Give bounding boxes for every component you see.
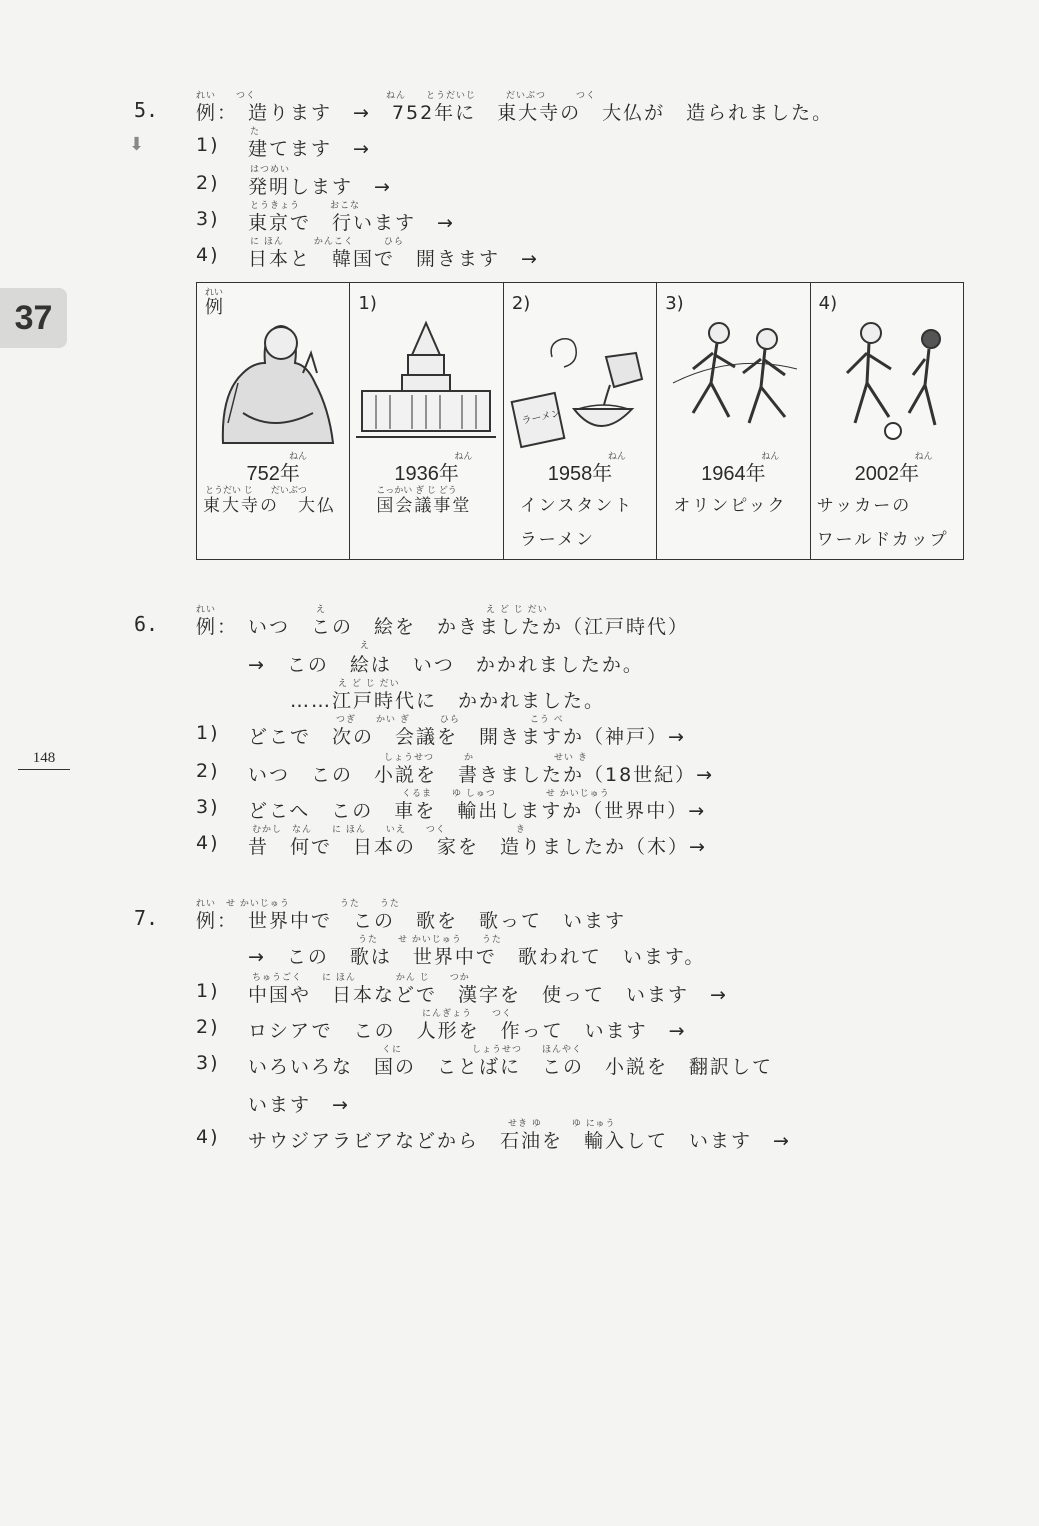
ruby-text: せき ゆ ゆ にゅう [508,1119,616,1129]
ruby-text: ねん [454,452,473,462]
cell-text: インスタント [519,496,634,516]
ruby-text: つぎ かい ぎ ひら こう べ [336,715,564,725]
cell-text: オリンピック [673,496,787,516]
runners-icon [663,313,803,453]
table-cell [811,283,963,559]
item-text: います → [248,1094,350,1116]
item-text: いろいろな 国の ことばに この 小説を 翻訳して [248,1056,774,1078]
item-number: 2) [196,760,220,782]
item-number: 2) [196,172,220,194]
item-number: 3) [196,796,220,818]
item-text: 建てます → [248,138,371,160]
item-text: ロシアで この 人形を 作って います → [248,1020,687,1042]
ruby-text: むかし なん に ほん いえ つく き [252,825,526,835]
ruby-text: た [250,127,261,137]
picture-table [196,282,964,560]
cell-text: ワールドカップ [816,530,949,550]
item-text: 発明します → [248,176,392,198]
cell-text: 東大寺の 大仏 [203,496,336,516]
example-label: 例： [196,910,239,932]
table-cell [350,283,503,559]
exercise-number: 5. [134,98,159,122]
exercise-number: 7. [134,906,159,930]
cell-year: 2002年 [854,463,920,485]
exercise-number: 6. [134,612,159,636]
item-text: 日本と 韓国で 開きます → [248,248,539,270]
great-buddha-icon [203,313,343,453]
ruby-text: ねん [761,452,780,462]
ruby-text: ねん [289,452,308,462]
ruby-text: くるま ゆ しゅつ せ かいじゅう [402,789,610,799]
example-answer: → この 歌は 世界中で 歌われて います。 [248,946,706,968]
cell-text: ラーメン [519,530,595,550]
ruby-text: しょうせつ か せい き [384,753,588,763]
svg-text:ラーメン: ラーメン [520,408,562,428]
item-number: 3) [196,208,220,230]
table-cell [504,283,657,559]
item-number: 4) [196,244,220,266]
ruby-text: に ほん かんこく ひら [250,237,404,247]
cell-year: 1964年 [701,463,766,485]
diet-building-icon [356,313,496,453]
example-sentence: 造ります → 752年に 東大寺の 大仏が 造られました。 [248,102,834,124]
item-number: 4) [196,832,220,854]
item-number: 3) [196,1052,220,1074]
item-text: いつ この 小説を 書きましたか（18世紀）→ [248,764,715,786]
cell-year: 1936年 [394,463,459,485]
ruby-text: れい [205,288,224,298]
cell-label: 4) [818,293,838,314]
ruby-text: ねん [607,452,626,462]
ruby-text: にんぎょう つく [422,1009,513,1019]
item-text: 中国や 日本などで 漢字を 使って います → [248,984,728,1006]
item-number: 4) [196,1126,220,1148]
item-text: 昔 何で 日本の 家を 造りましたか（木）→ [248,836,707,858]
ruby-text: こっかい ぎ じ どう [376,486,457,496]
cell-year: 752年 [246,463,300,485]
instant-ramen-icon [510,313,650,453]
ruby-text: れい え え ど じ だい [196,605,548,615]
ruby-text: え [360,641,371,651]
ruby-text: とうだい じ だいぶつ [205,486,307,496]
item-number: 1) [196,980,220,1002]
ruby-text: れい つく ねん とうだいじ だいぶつ つく [196,91,597,101]
ruby-text: ちゅうごく に ほん かん じ つか [252,973,470,983]
ruby-text: れい せ かいじゅう うた うた [196,899,400,909]
example-answer: ……江戸時代に かかれました。 [290,690,606,712]
cell-text: サッカーの [816,496,912,516]
item-number: 2) [196,1016,220,1038]
item-text: どこへ この 車を 輸出しますか（世界中）→ [248,800,707,822]
arrow-down-icon: ⬇ [129,134,145,155]
item-text: どこで 次の 会議を 開きますか（神戸）→ [248,726,686,748]
page-number: 148 [18,750,70,770]
example-sentence: いつ この 絵を かきましたか（江戸時代） [248,616,690,638]
example-sentence: 世界中で この 歌を 歌って います [248,910,627,932]
ruby-text: とうきょう おこな [250,201,361,211]
item-number: 1) [196,722,220,744]
table-cell [197,283,350,559]
ruby-text: ねん [914,452,933,462]
ruby-text: はつめい [250,165,291,175]
soccer-players-icon [817,313,957,453]
table-cell [657,283,810,559]
cell-label: 2) [511,293,531,314]
chapter-tab: 37 [0,288,67,348]
item-text: サウジアラビアなどから 石油を 輸入して います → [248,1130,791,1152]
example-label: 例： [196,102,239,124]
example-label: 例： [196,616,239,638]
ruby-text: くに しょうせつ ほんやく [382,1045,583,1055]
ruby-text: うた せ かいじゅう うた [358,935,502,945]
cell-year: 1958年 [547,463,613,485]
ruby-text: え ど じ だい [338,679,400,689]
item-number: 1) [196,134,220,156]
item-text: 東京で 行います → [248,212,455,234]
cell-text: 国会議事堂 [376,496,472,516]
cell-label: 例 [205,297,223,318]
cell-label: 1) [358,293,377,314]
cell-label: 3) [665,293,684,314]
example-answer: → この 絵は いつ かかれましたか。 [248,654,644,676]
